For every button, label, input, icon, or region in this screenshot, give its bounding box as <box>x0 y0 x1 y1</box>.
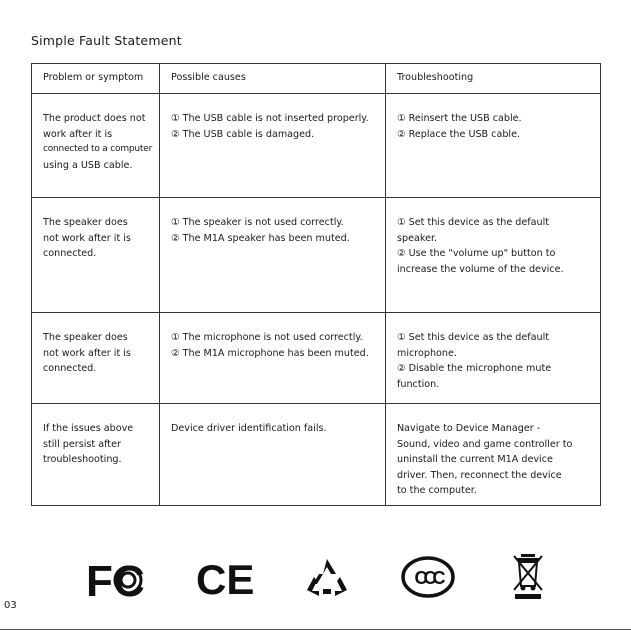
table-header-row <box>32 64 601 94</box>
recycle-icon <box>305 556 349 602</box>
troubleshooting-cell: Navigate to Device Manager - Sound, video and game controller to uninstall the current M1A device driver. Then, reconnect the device to the computer. <box>386 404 601 506</box>
column-header-problem: Problem or symptom <box>32 64 160 94</box>
ccc-mark-icon <box>400 556 456 602</box>
column-header-causes: Possible causes <box>160 64 386 94</box>
table-row <box>32 198 601 313</box>
problem-cell: If the issues above still persist after troubleshooting. <box>32 404 160 506</box>
causes-cell: Device driver identification fails. <box>160 404 386 506</box>
certification-logos <box>0 548 631 608</box>
page-title: Simple Fault Statement <box>31 33 182 48</box>
svg-text:FC: FC <box>86 557 144 602</box>
troubleshooting-cell: ① Reinsert the USB cable. ② Replace the USB cable. <box>386 94 601 198</box>
problem-cell: The product does not work after it is connected to a computer using a USB cable. <box>32 94 160 198</box>
weee-crossed-bin-icon <box>511 552 545 604</box>
svg-text:CE: CE <box>196 558 255 598</box>
troubleshooting-cell: ① Set this device as the default speaker. ② Use the "volume up" button to increase the volume of the device. <box>386 198 601 313</box>
causes-cell: ① The microphone is not used correctly. ② The M1A microphone has been muted. <box>160 313 386 404</box>
bottom-divider <box>0 629 631 630</box>
causes-cell: ① The speaker is not used correctly. ② The M1A speaker has been muted. <box>160 198 386 313</box>
problem-cell: The speaker does not work after it is connected. <box>32 198 160 313</box>
fcc-logo-icon <box>86 556 144 606</box>
ce-mark-icon <box>196 558 256 602</box>
causes-cell: ① The USB cable is not inserted properly. ② The USB cable is damaged. <box>160 94 386 198</box>
column-header-troubleshooting: Troubleshooting <box>386 64 601 94</box>
table-row <box>32 404 601 506</box>
troubleshooting-cell: ① Set this device as the default microphone. ② Disable the microphone mute function. <box>386 313 601 404</box>
page-number: 03 <box>4 600 17 611</box>
table-row <box>32 313 601 404</box>
problem-cell: The speaker does not work after it is connected. <box>32 313 160 404</box>
table-row <box>32 94 601 198</box>
fault-table <box>31 63 601 506</box>
svg-text:CCC: CCC <box>414 568 442 588</box>
